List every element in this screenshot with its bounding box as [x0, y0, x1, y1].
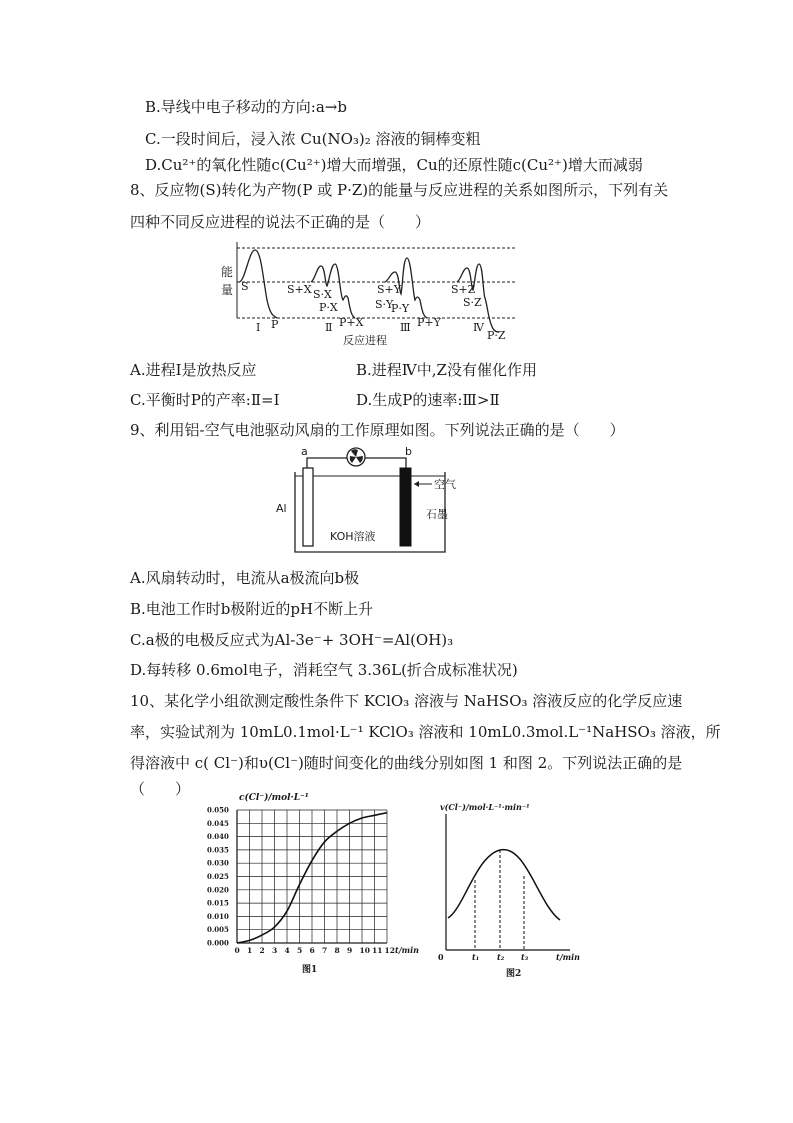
q8-option-d: D.生成P的速率:Ⅲ>Ⅱ [356, 391, 500, 409]
label-P: P [271, 318, 279, 331]
figure-2-tick-0: 0 [438, 952, 444, 962]
x-tick-label: 2 [259, 946, 265, 955]
label-a: a [301, 445, 308, 458]
label-Al: Al [276, 502, 287, 515]
y-tick-label: 0.040 [207, 832, 229, 842]
energy-ylabel-1: 能 [221, 265, 234, 279]
series-line-v-cl [448, 850, 560, 920]
label-P-dot-Y: P·Y [391, 302, 410, 315]
label-P-plus-Y: P+Y [417, 316, 441, 329]
x-tick-label: 8 [334, 946, 340, 955]
label-air: 空气 [434, 478, 456, 491]
q10-stem-line2: 率，实验试剂为 10mL0.1mol·L⁻¹ KClO₃ 溶液和 10mL0.3mol.L⁻¹NaHSO₃ 溶液，所 [130, 723, 721, 741]
y-tick-label: 0.030 [207, 858, 229, 868]
battery-diagram [270, 442, 470, 557]
label-P-dot-Z: P·Z [487, 329, 506, 342]
q8-option-a: A.进程Ⅰ是放热反应 [130, 361, 257, 379]
label-S-dot-Y: S·Y [375, 298, 394, 311]
x-tick-label: 11 [372, 946, 383, 955]
q9-option-d: D.每转移 0.6mol电子，消耗空气 3.36L(折合成标准状况) [130, 661, 518, 679]
label-III: Ⅲ [400, 321, 411, 334]
figure-1-xlabel: t/min [395, 945, 419, 955]
label-I: Ⅰ [256, 321, 261, 334]
q9-option-b: B.电池工作时b极附近的pH不断上升 [130, 600, 374, 618]
figure-2-tick-t3: t₃ [521, 952, 529, 962]
label-S-dot-X: S·X [313, 288, 332, 301]
q10-stem-line4: （ ） [130, 780, 191, 798]
y-tick-label: 0.050 [207, 805, 229, 815]
q7-option-d: D.Cu²⁺的氧化性随c(Cu²⁺)增大而增强，Cu的还原性随c(Cu²⁺)增大而减弱 [145, 156, 643, 174]
q8-option-c: C.平衡时P的产率:Ⅱ=Ⅰ [130, 391, 280, 409]
y-tick-label: 0.005 [207, 925, 229, 935]
q9-stem: 9、利用铝-空气电池驱动风扇的工作原理如图。下列说法正确的是（ ） [130, 421, 625, 439]
figure-2-ylabel: v(Cl⁻)/mol·L⁻¹·min⁻¹ [440, 802, 530, 812]
label-P-plus-X: P+X [339, 316, 364, 329]
y-tick-label: 0.025 [207, 872, 229, 881]
figure-2-title: 图2 [506, 969, 522, 979]
label-S-plus-X: S+X [287, 283, 312, 296]
label-S-dot-Z: S·Z [463, 296, 482, 309]
q8-stem-line1: 8、反应物(S)转化为产物(P 或 P·Z)的能量与反应进程的关系如图所示，下列有关 [130, 181, 669, 199]
q8-stem-line2: 四种不同反应进程的说法不正确的是（ ） [130, 213, 431, 231]
x-tick-label: 6 [309, 946, 315, 955]
label-S-plus-Z: S+Z [451, 283, 476, 296]
energy-xlabel: 反应进程 [343, 334, 387, 347]
figure-1-title: 图1 [302, 965, 318, 975]
figure-2-tick-t2: t₂ [497, 952, 505, 962]
label-koh: KOH溶液 [330, 530, 376, 543]
x-tick-label: 10 [359, 946, 370, 955]
figure-2-tick-t1: t₁ [472, 952, 480, 962]
chart-figure-1 [205, 790, 420, 980]
x-tick-label: 1 [247, 946, 253, 955]
al-electrode [303, 468, 313, 546]
q10-stem-line1: 10、某化学小组欲测定酸性条件下 KClO₃ 溶液与 NaHSO₃ 溶液反应的化学反应速 [130, 692, 683, 710]
x-tick-label: 3 [272, 946, 278, 955]
q10-stem-line3: 得溶液中 c( Cl⁻)和υ(Cl⁻)随时间变化的曲线分别如图 1 和图 2。下列说法正确的是 [130, 754, 683, 772]
y-tick-label: 0.020 [207, 885, 229, 895]
y-tick-label: 0.000 [207, 938, 229, 948]
q7-option-c: C.一段时间后，浸入浓 Cu(NO₃)₂ 溶液的铜棒变粗 [145, 130, 481, 148]
x-tick-label: 12 [384, 946, 395, 955]
x-tick-label: 9 [347, 946, 353, 955]
q7-option-b: B.导线中电子移动的方向:a→b [145, 98, 347, 116]
label-S: S [241, 280, 249, 293]
label-S-plus-Y: S+Y [377, 283, 402, 296]
y-tick-label: 0.045 [207, 818, 229, 828]
label-II: Ⅱ [325, 321, 333, 334]
label-b: b [405, 445, 412, 458]
q9-option-a: A.风扇转动时，电流从a极流向b极 [130, 569, 360, 587]
figure-2-xlabel: t/min [556, 952, 580, 962]
graphite-electrode [400, 468, 411, 546]
y-tick-label: 0.035 [207, 845, 229, 855]
energy-ylabel-2: 量 [221, 283, 234, 297]
q8-option-b: B.进程Ⅳ中,Z没有催化作用 [356, 361, 537, 379]
chart-figure-2 [432, 800, 587, 980]
label-graphite: 石墨 [426, 508, 448, 521]
label-IV: Ⅳ [473, 321, 484, 334]
y-tick-label: 0.010 [207, 911, 229, 921]
q9-option-c: C.a极的电极反应式为Al-3e⁻+ 3OH⁻=Al(OH)₃ [130, 631, 454, 649]
figure-1-ylabel: c(Cl⁻)/mol·L⁻¹ [239, 793, 309, 803]
x-tick-label: 4 [284, 946, 290, 955]
y-tick-label: 0.015 [207, 898, 229, 908]
x-tick-label: 0 [234, 946, 240, 955]
x-tick-label: 5 [297, 946, 303, 955]
label-P-dot-X: P·X [319, 301, 338, 314]
energy-diagram [215, 238, 535, 348]
x-tick-label: 7 [322, 946, 328, 955]
